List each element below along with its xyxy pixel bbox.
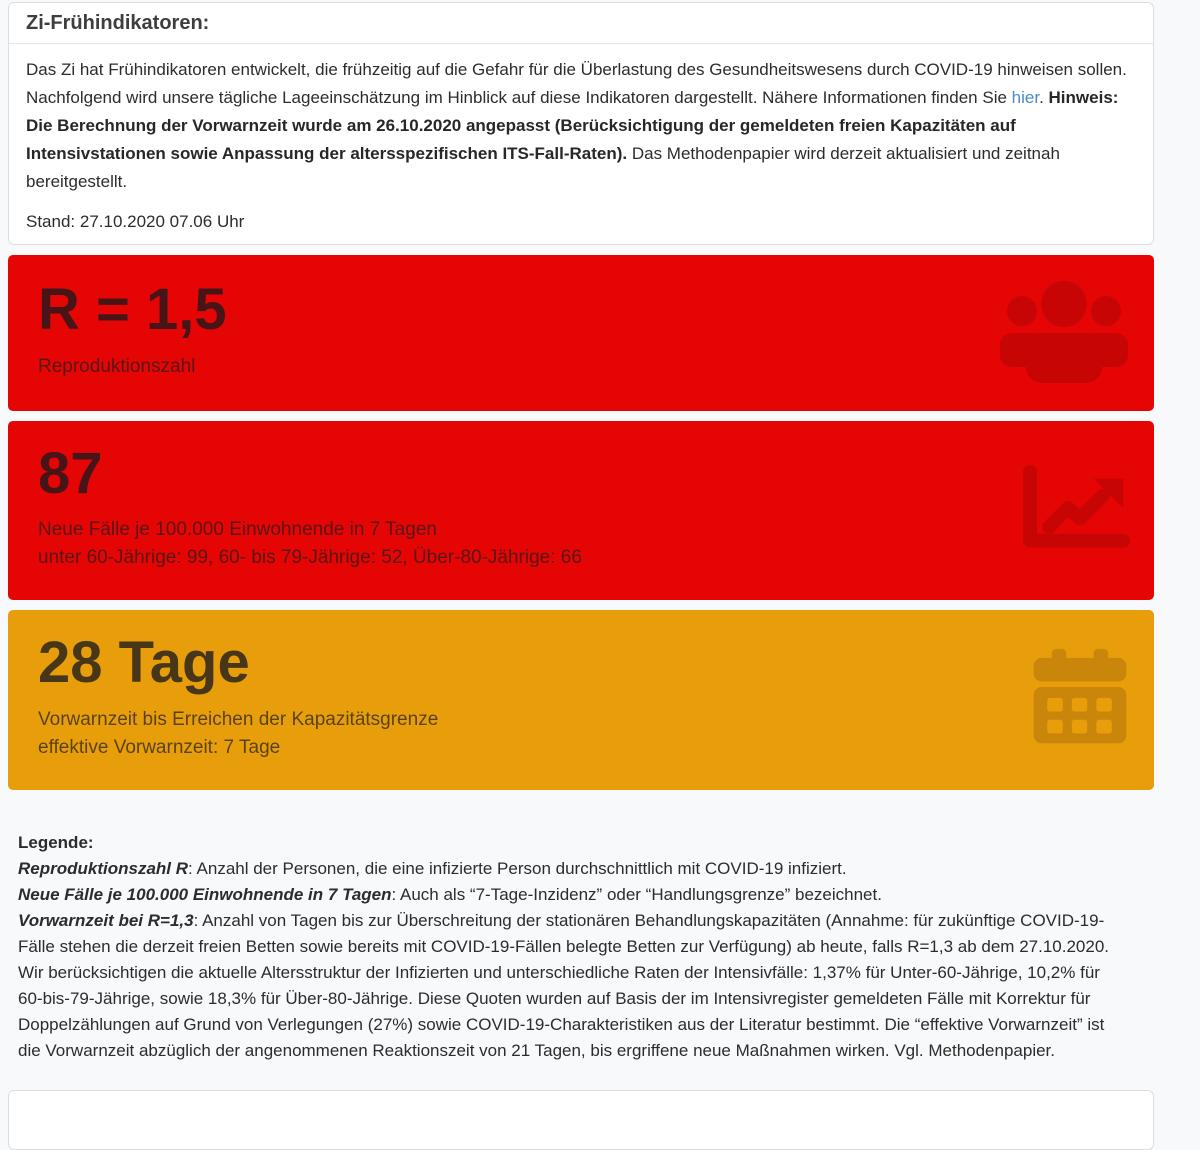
intro-bold-note: Hinweis: Die Berechnung der Vorwarnzeit wurde am 26.10.2020 angepasst (Berücksichtigung der gemeldeten freien Kapazitäten auf Intensivstationen sowie Anpassung der altersspezifischen ITS-Fall-Raten). [26,88,1119,163]
indicator-label: Neue Fälle je 100.000 Einwohnende in 7 Tagen [38,519,437,541]
page-content [8,2,1154,1150]
legend-text: : Auch als “7-Tage-Inzidenz” oder “Handlungsgrenze” bezeichnet. [391,884,882,904]
intro-text-2: . [1039,88,1049,107]
indicator-label: Reproduktionszahl [38,355,196,377]
indicator-value: 28 Tage [38,630,250,696]
indicator-text-block [38,632,438,761]
users-icon [998,277,1130,383]
indicator-card-neue-faelle [8,421,1154,600]
info-box-header [9,3,1153,44]
indicator-sublabel: effektive Vorwarnzeit: 7 Tage [38,736,281,758]
legend-text: : Anzahl von Tagen bis zur Überschreitung der stationären Behandlungskapazitäten (Annahme: für zukünftige COVID-19-Fälle stehen die derzeit freien Betten sowie bereits mit COVID-19-Fällen belegte Betten zur Verfügung) ab heute, falls R=1,3 ab dem 27.10.2020. Wir berücksichtigen die aktuelle Altersstruktur der Infizierten und unterschiedliche Raten der Intensivfälle: 1,37% für Unter-60-Jährige, 10,2% für 60-bis-79-Jährige, sowie 18,3% für Über-80-Jährige. Diese Quoten wurden auf Basis der im Intensivregister gemeldeten Fälle mit Korrektur für Doppelzählungen auf Grund von Verlegungen (27%) sowie COVID-19-Charakteristiken aus der Literatur bestimmt. Die “effektive Vorwarnzeit” ist die Vorwarnzeit abzüglich der angenommenen Reaktionszeit von 21 Tagen, bis ergriffene neue Maßnahmen wirken. Vgl. Methodenpapier. [18,910,1109,1060]
legend-heading: Legende: [18,832,94,852]
calendar-icon [1030,643,1130,751]
indicator-card-vorwarnzeit [8,610,1154,789]
legend-term: Neue Fälle je 100.000 Einwohnende in 7 Tagen [18,884,392,904]
hier-link[interactable]: hier [1011,88,1040,107]
indicator-sublabel: unter 60-Jährige: 99, 60- bis 79-Jährige: 52, Über-80-Jährige: 66 [38,547,582,569]
legend-item [18,882,1128,908]
legend-item [18,856,1128,882]
intro-text-3: Das Methodenpapier wird derzeit aktualisiert und zeitnah bereitgestellt. [26,144,1060,191]
indicator-card-reproduktionszahl [8,255,1154,411]
indicator-label: Vorwarnzeit bis Erreichen der Kapazitätsgrenze [38,708,439,730]
indicator-value: R = 1,5 [38,277,227,343]
info-box [8,2,1154,245]
intro-text-1: Das Zi hat Frühindikatoren entwickelt, die frühzeitig auf die Gefahr für die Überlastung des Gesundheitswesens durch COVID-19 hinweisen sollen. Nachfolgend wird unsere tägliche Lageeinschätzung im Hinblick auf diese Indikatoren dargestellt. Nähere Informationen finden Sie [26,60,1127,107]
chart-line-icon [1018,462,1130,554]
legend-term: Reproduktionszahl R [18,858,189,878]
legend-term: Vorwarnzeit bei R=1,3 [18,910,194,930]
indicator-text-block [38,279,227,380]
indicator-text-block [38,443,582,572]
page-title: Zi-Frühindikatoren: [26,12,210,34]
info-box-body [9,44,1153,244]
legend [18,830,1128,1064]
indicator-value: 87 [38,441,103,506]
intro-paragraph [26,56,1136,196]
status-timestamp: Stand: 27.10.2020 07.06 Uhr [26,212,245,231]
legend-item [18,908,1128,1064]
legend-text: : Anzahl der Personen, die eine infizierte Person durchschnittlich mit COVID-19 infiziert. [188,858,847,878]
